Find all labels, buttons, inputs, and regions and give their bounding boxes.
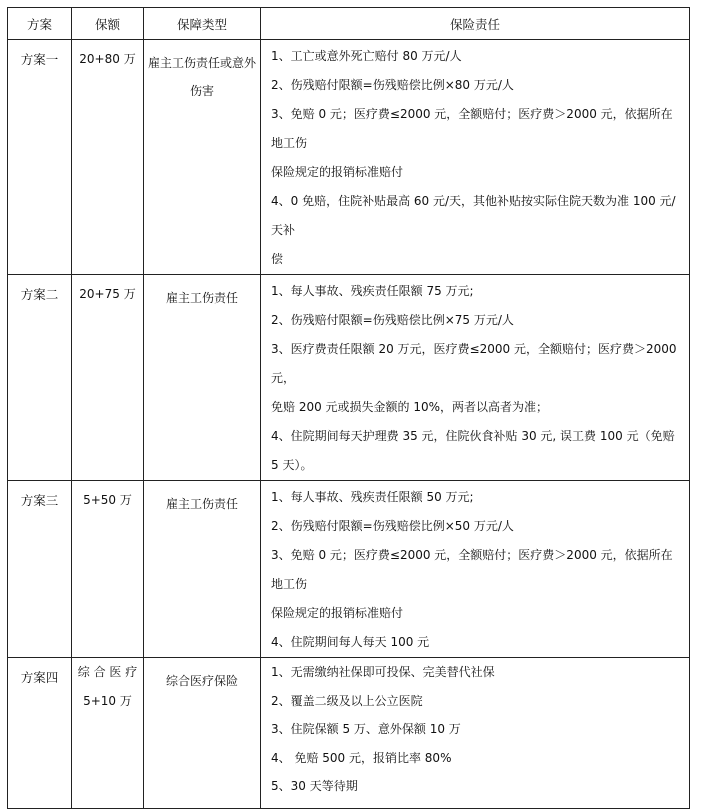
duty-line: 3、住院保额 5 万、意外保额 10 万 (271, 722, 461, 736)
header-plan: 方案 (8, 8, 72, 40)
duty-line: 2、覆盖二级及以上公立医院 (271, 693, 423, 708)
header-insurance-liability: 保险责任 (261, 8, 690, 40)
plan-amount: 20+80 万 (72, 40, 144, 275)
plan-duties (261, 40, 690, 275)
header-amount: 保额 (72, 8, 144, 40)
header-row (8, 8, 690, 40)
duty-line: 保险规定的报销标准赔付 (271, 165, 404, 179)
header-coverage-type: 保障类型 (144, 8, 261, 40)
plan-amount-line: 综 合 医 疗 (77, 665, 138, 679)
duty-line: 3、医疗费责任限额 20 万元，医疗费≤2000 元，全额赔付；医疗费＞2000 元， (271, 342, 677, 385)
duty-line: 免赔 200 元或损失金额的 10%，两者以高者为准； (271, 400, 549, 414)
duty-line: 5、30 天等待期 (271, 779, 358, 793)
duty-line: 4、住院期间每人每天 100 元 (271, 635, 430, 649)
plan-duties (261, 658, 690, 809)
duty-line: 4、0 免赔，住院补贴最高 60 元/天，其他补贴按实际住院天数为准 100 元/天补 (271, 194, 676, 237)
plan-amount (72, 658, 144, 809)
duty-line: 偿 (271, 252, 284, 266)
duty-line: 1、每人事故、残疾责任限额 75 万元; (271, 284, 474, 298)
plan-type: 雇主工伤责任 (144, 481, 261, 658)
table-row-plan-3 (8, 481, 690, 658)
duty-line: 2、伤残赔付限额=伤残赔偿比例×75 万元/人 (271, 313, 514, 327)
duty-line: 保险规定的报销标准赔付 (271, 606, 404, 620)
plan-type: 雇主工伤责任 (144, 275, 261, 481)
plan-name: 方案四 (8, 658, 72, 809)
duty-line: 2、伤残赔付限额=伤残赔偿比例×80 万元/人 (271, 78, 514, 92)
plan-amount: 20+75 万 (72, 275, 144, 481)
duty-line: 3、免赔 0 元；医疗费≤2000 元，全额赔付；医疗费＞2000 元，依据所在地工伤 (271, 107, 673, 150)
duty-line: 3、免赔 0 元；医疗费≤2000 元，全额赔付；医疗费＞2000 元，依据所在地工伤 (271, 548, 673, 591)
table-row-plan-1 (8, 40, 690, 275)
duty-line: 1、每人事故、残疾责任限额 50 万元; (271, 490, 474, 504)
plan-name: 方案一 (8, 40, 72, 275)
plan-duties (261, 275, 690, 481)
table-row-plan-4 (8, 658, 690, 809)
duty-line: 1、工亡或意外死亡赔付 80 万元/人 (271, 49, 462, 63)
duty-line: 1、无需缴纳社保即可投保、完美替代社保 (271, 665, 495, 679)
plan-duties (261, 481, 690, 658)
plan-type: 综合医疗保险 (144, 658, 261, 809)
duty-line: 4、住院期间每天护理费 35 元，住院伙食补贴 30 元, 误工费 100 元（免赔 5 天）。 (271, 429, 675, 472)
plan-name: 方案二 (8, 275, 72, 481)
duty-line: 4、 免赔 500 元，报销比率 80% (271, 750, 452, 765)
plan-type: 雇主工伤责任或意外伤害 (144, 40, 261, 275)
plan-name: 方案三 (8, 481, 72, 658)
table-row-plan-2 (8, 275, 690, 481)
plan-amount-line: 5+10 万 (83, 694, 132, 708)
plan-amount: 5+50 万 (72, 481, 144, 658)
duty-line: 2、伤残赔付限额=伤残赔偿比例×50 万元/人 (271, 519, 514, 533)
